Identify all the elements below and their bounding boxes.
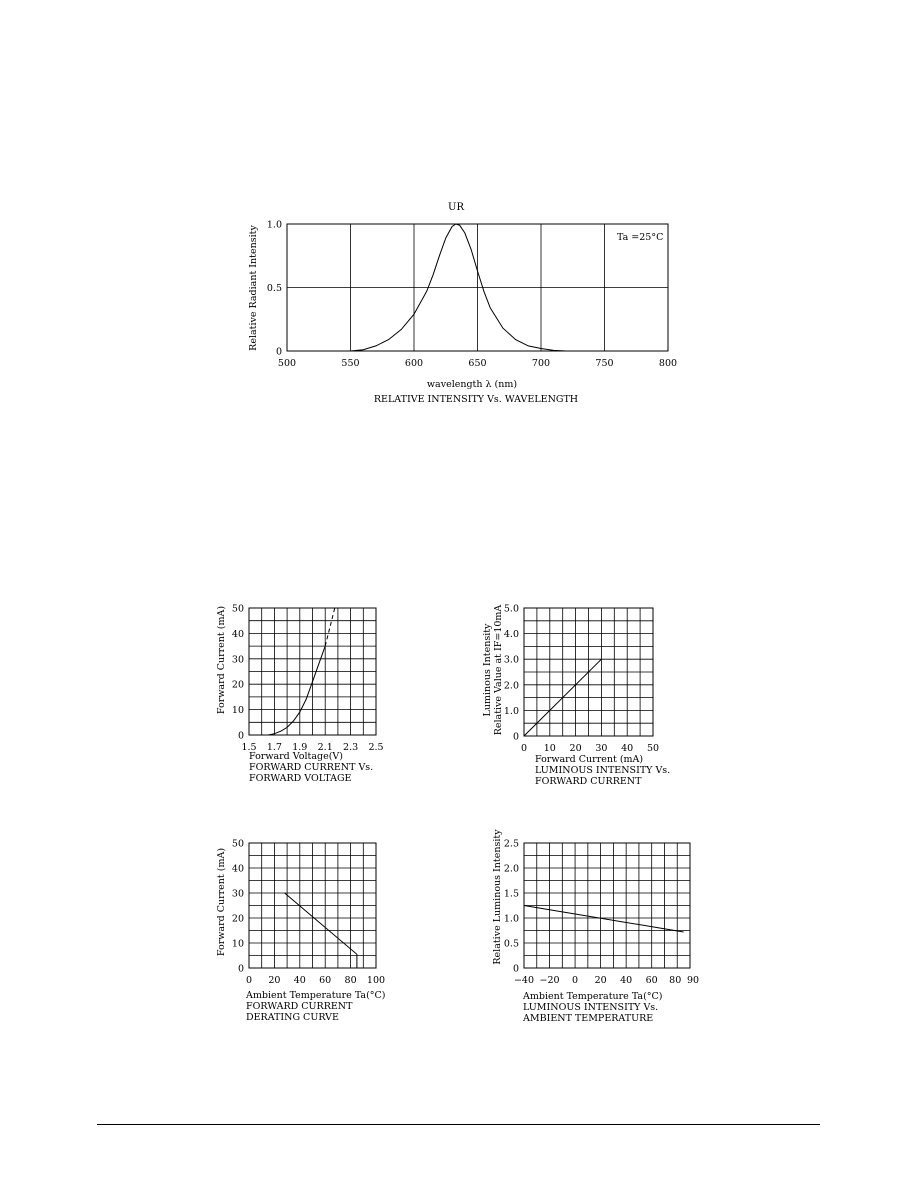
x-tick-label: 0 <box>520 743 528 754</box>
x-tick-label: 60 <box>319 975 332 986</box>
x-tick-label: 80 <box>344 975 357 986</box>
y-tick-label: 2.0 <box>503 680 519 692</box>
x-tick-label: 20 <box>569 743 582 754</box>
y-tick-label: 0.5 <box>266 283 282 294</box>
x-tick-label: −40 <box>513 975 535 986</box>
y-tick-label: 0.5 <box>503 938 519 950</box>
y-axis-label: Forward Current (mA) <box>216 605 227 715</box>
chart-title: UR <box>448 202 464 213</box>
y-tick-label: 50 <box>231 838 244 850</box>
x-tick-label: 0 <box>572 975 579 986</box>
chart-iv-lum <box>482 604 670 788</box>
x-tick-label: 2.1 <box>317 742 333 753</box>
y-tick-label: 0 <box>275 346 282 358</box>
y-tick-label: 0 <box>512 963 519 975</box>
series-line-dashed <box>325 606 335 647</box>
chart-caption: LUMINOUS INTENSITY Vs. <box>523 1002 659 1013</box>
x-tick-label: 10 <box>543 743 556 754</box>
y-tick-label: 5.0 <box>503 603 519 615</box>
y-tick-label: 2.5 <box>503 838 519 850</box>
chart-caption: FORWARD CURRENT Vs. <box>249 762 374 773</box>
x-axis-label: wavelength λ (nm) <box>426 379 518 390</box>
y-axis-label: Relative Luminous Intensity <box>492 829 503 965</box>
chart-caption: AMBIENT TEMPERATURE <box>523 1013 654 1024</box>
y-tick-label: 0 <box>237 963 244 975</box>
x-tick-label: 500 <box>277 358 297 369</box>
grid <box>287 224 668 351</box>
x-axis-label: Ambient Temperature Ta(°C) <box>523 991 663 1002</box>
chart-caption: FORWARD CURRENT <box>535 776 642 787</box>
chart-caption: DERATING CURVE <box>246 1012 339 1023</box>
chart-derating <box>216 839 386 1024</box>
y-tick-label: 1.0 <box>503 913 519 925</box>
y-tick-label: 10 <box>231 938 244 950</box>
x-tick-label: −20 <box>539 975 560 986</box>
x-tick-label: 650 <box>468 358 487 369</box>
y-tick-label: 0 <box>512 731 519 743</box>
x-tick-label: 20 <box>268 975 281 986</box>
y-axis-label: Relative Radiant Intensity <box>248 225 259 351</box>
chart-iv <box>216 604 384 785</box>
x-tick-label: 1.9 <box>292 742 308 753</box>
series-line <box>524 906 684 933</box>
y-tick-label: 1.0 <box>266 219 282 231</box>
y-tick-label: 40 <box>231 863 244 875</box>
chart-spectrum <box>248 202 677 405</box>
y-tick-label: 30 <box>231 654 244 666</box>
y-tick-label: 20 <box>231 913 244 925</box>
x-tick-label: 2.3 <box>343 742 359 753</box>
x-tick-label: 50 <box>646 743 660 754</box>
x-tick-label: 100 <box>366 975 386 986</box>
y-axis-label: Luminous Intensity <box>482 623 493 717</box>
x-tick-label: 750 <box>595 358 614 369</box>
chart-caption: LUMINOUS INTENSITY Vs. <box>535 765 671 776</box>
chart-temp-lum <box>492 829 699 1024</box>
x-tick-label: 80 <box>669 975 682 986</box>
chart-caption: FORWARD VOLTAGE <box>249 773 352 784</box>
y-tick-label: 1.5 <box>503 888 519 900</box>
y-tick-label: 1.0 <box>503 705 519 717</box>
chart-caption: FORWARD CURRENT <box>246 1001 353 1012</box>
y-tick-label: 4.0 <box>503 629 519 641</box>
x-tick-label: 800 <box>658 358 678 369</box>
x-tick-label: 0 <box>245 975 253 986</box>
x-tick-label: 40 <box>293 975 306 986</box>
grid <box>249 608 376 735</box>
grid <box>524 843 690 968</box>
grid <box>249 843 376 968</box>
x-tick-label: 2.5 <box>368 742 384 753</box>
y-tick-label: 3.0 <box>503 654 519 666</box>
x-tick-label: 90 <box>686 975 700 986</box>
y-tick-label: 20 <box>231 679 244 691</box>
y-tick-label: 10 <box>231 705 244 717</box>
x-tick-label: 60 <box>645 975 658 986</box>
y-tick-label: 2.0 <box>503 863 519 875</box>
x-tick-label: 600 <box>404 358 424 369</box>
y-tick-label: 0 <box>237 730 244 742</box>
series-line-solid <box>268 646 325 735</box>
y-tick-label: 40 <box>231 628 244 640</box>
footer-rule <box>97 1124 820 1125</box>
x-tick-label: 30 <box>595 743 608 754</box>
chart-caption: RELATIVE INTENSITY Vs. WAVELENGTH <box>373 394 579 405</box>
y-tick-label: 30 <box>231 888 244 900</box>
y-axis-label: Forward Current (mA) <box>216 847 227 957</box>
x-tick-label: 1.5 <box>241 742 257 753</box>
x-tick-label: 40 <box>621 743 634 754</box>
x-axis-label: Forward Current (mA) <box>535 754 644 765</box>
x-tick-label: 40 <box>620 975 633 986</box>
x-tick-label: 550 <box>341 358 360 369</box>
x-tick-label: 1.7 <box>266 742 282 753</box>
x-tick-label: 20 <box>594 975 607 986</box>
x-tick-label: 700 <box>531 358 551 369</box>
x-axis-label: Forward Voltage(V) <box>249 751 343 762</box>
x-axis-label: Ambient Temperature Ta(°C) <box>246 990 386 1001</box>
condition-label: Ta =25°C <box>617 232 664 243</box>
y-tick-label: 50 <box>231 603 244 615</box>
y-axis-label: Relative Value at IF=10mA <box>493 604 504 736</box>
